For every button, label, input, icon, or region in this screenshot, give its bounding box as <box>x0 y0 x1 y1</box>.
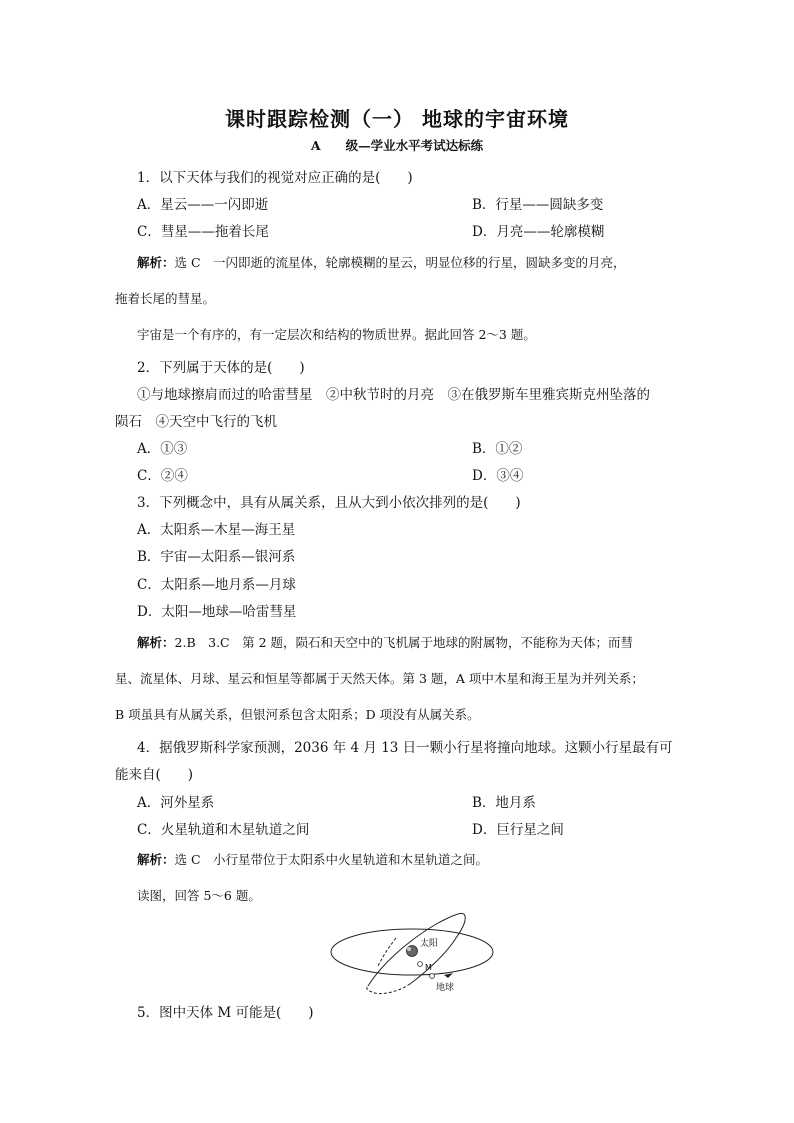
q3-analysis-line1 <box>137 633 633 651</box>
q1-option-b: B．行星——圆缺多变 <box>472 197 604 213</box>
analysis-text: 2.B 3.C 第 2 题，陨石和天空中的飞机属于地球的附属物，不能称为天体；而彗 <box>174 635 634 650</box>
earth-label: 地球 <box>436 983 455 993</box>
q3-option-d: D．太阳—地球—哈雷彗星 <box>137 604 297 620</box>
q4-stem-line2: 能来自( ) <box>115 767 194 783</box>
q1-analysis-line2: 拖着长尾的彗星。 <box>115 291 216 306</box>
analysis-label: 解析： <box>137 635 175 650</box>
q4-option-c: C．火星轨道和木星轨道之间 <box>137 822 310 838</box>
sun-label: 太阳 <box>420 939 439 949</box>
analysis-text: 选 C 一闪即逝的流星体，轮廓模糊的星云，明显位移的行星，圆缺多变的月亮， <box>174 255 626 270</box>
q1-stem: 1．以下天体与我们的视觉对应正确的是( ) <box>137 170 413 186</box>
analysis-label: 解析： <box>137 852 175 867</box>
q3-option-b: B．宇宙—太阳系—银河系 <box>137 549 296 565</box>
q4-analysis-line1 <box>137 850 488 868</box>
sun-highlight-icon <box>407 947 411 951</box>
q2-items-line1: ①与地球擦肩而过的哈雷彗星 ②中秋节时的月亮 ③在俄罗斯车里雅宾斯克州坠落的 <box>137 387 650 403</box>
q2-option-b: B．①② <box>472 441 523 457</box>
q1-analysis-line1 <box>137 253 626 271</box>
earth-icon <box>430 974 435 979</box>
section-subtitle: A 级—学业水平考试达标练 <box>310 138 484 153</box>
q2-stem: 2．下列属于天体的是( ) <box>137 360 305 376</box>
analysis-text: 选 C 小行星带位于太阳系中火星轨道和木星轨道之间。 <box>174 852 489 867</box>
q1-option-d: D．月亮——轮廓模糊 <box>472 224 605 240</box>
tilted-orbit-dashed-end <box>367 986 372 992</box>
q4-stem-line1: 4．据俄罗斯科学家预测，2036 年 4 月 13 日一颗小行星将撞向地球。这颗小行星最有可 <box>137 740 673 756</box>
m-label: M <box>425 963 432 972</box>
tilted-orbit-dashed <box>372 984 410 994</box>
q1-option-a: A．星云——一闪即逝 <box>137 197 269 213</box>
q4-option-d: D．巨行星之间 <box>472 822 564 838</box>
q3-stem: 3．下列概念中，具有从属关系，且从大到小依次排列的是( ) <box>137 495 521 511</box>
orbit-diagram <box>328 912 500 998</box>
q1-option-c: C．彗星——拖着长尾 <box>137 224 269 240</box>
q2-option-d: D．③④ <box>472 468 524 484</box>
q4-option-b: B．地月系 <box>472 795 536 811</box>
orbit-direction-arrow-icon <box>444 973 453 978</box>
analysis-label: 解析： <box>137 255 175 270</box>
intro-2-3: 宇宙是一个有序的，有一定层次和结构的物质世界。据此回答 2～3 题。 <box>137 327 536 342</box>
q3-option-a: A．太阳系—木星—海王星 <box>137 522 296 538</box>
m-body-icon <box>418 962 423 967</box>
q2-option-c: C．②④ <box>137 468 188 484</box>
q2-option-a: A．①③ <box>137 441 188 457</box>
q5-stem: 5．图中天体 M 可能是( ) <box>137 1005 314 1021</box>
q2-items-line2: 陨石 ④天空中飞行的飞机 <box>115 414 277 430</box>
q4-option-a: A．河外星系 <box>137 795 215 811</box>
page-title: 课时跟踪检测（一） 地球的宇宙环境 <box>225 107 569 131</box>
sun-icon <box>407 946 418 957</box>
q3-analysis-line3: B 项虽具有从属关系，但银河系包含太阳系；D 项没有从属关系。 <box>115 707 480 722</box>
q3-analysis-line2: 星、流星体、月球、星云和恒星等都属于天然天体。第 3 题，A 项中木星和海王星为并列关系； <box>115 671 644 686</box>
q3-option-c: C．太阳系—地月系—月球 <box>137 577 296 593</box>
intro-5-6: 读图，回答 5～6 题。 <box>137 888 261 903</box>
